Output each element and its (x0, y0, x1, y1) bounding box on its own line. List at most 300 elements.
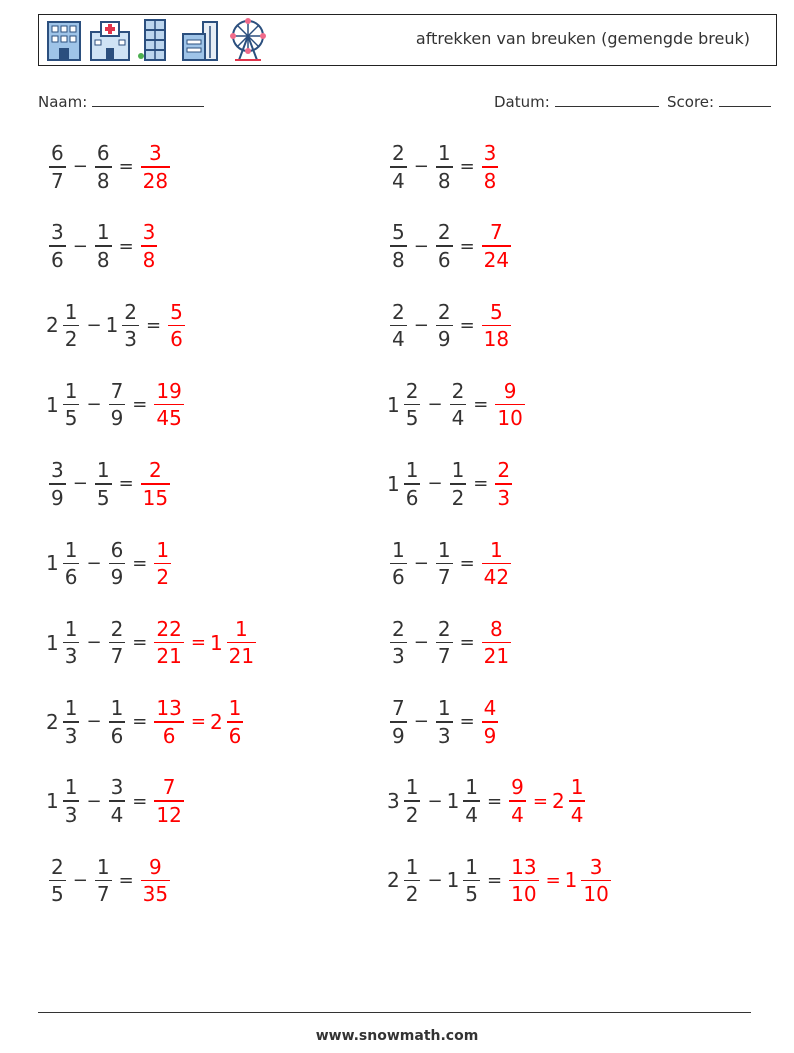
answer-numerator: 1 (490, 537, 503, 562)
subtrahend-fraction (122, 299, 139, 352)
minuend-number (387, 378, 423, 431)
equals-sign: = (459, 314, 475, 336)
answer-denominator: 21 (483, 644, 510, 669)
minuend-number (46, 854, 69, 907)
minuend-denominator: 6 (64, 565, 78, 589)
answer-numerator: 3 (142, 220, 156, 245)
equals-sign: = (132, 394, 148, 416)
answer-simplified-fraction (569, 777, 586, 825)
problem-item (46, 460, 173, 508)
subtrahend-number (433, 222, 456, 270)
minuend-denominator: 5 (51, 882, 64, 907)
answer-fraction (482, 616, 511, 669)
minuend-numerator: 2 (405, 378, 419, 403)
subtrahend-numerator: 1 (465, 854, 479, 879)
minuend-numerator: 1 (64, 299, 78, 324)
answer (479, 222, 514, 270)
answer-numerator: 8 (490, 616, 503, 641)
minuend-numerator: 1 (64, 775, 78, 800)
answer-simplified-numerator: 1 (228, 696, 242, 721)
subtrahend-denominator: 4 (451, 406, 465, 431)
answer-numerator: 3 (483, 141, 497, 165)
subtrahend-fraction (109, 537, 126, 589)
name-blank (92, 92, 204, 107)
problem-item (387, 537, 514, 589)
minuend-denominator: 6 (392, 565, 405, 589)
answer-numerator: 13 (156, 696, 182, 721)
subtrahend-fraction (436, 698, 453, 746)
minuend-denominator: 4 (392, 327, 405, 352)
subtrahend-fraction (95, 854, 112, 907)
minus-sign: − (427, 473, 443, 495)
minuend-numerator: 1 (405, 458, 419, 483)
subtrahend-whole: 1 (446, 868, 460, 893)
answer (138, 143, 173, 191)
subtrahend-number (433, 299, 456, 352)
answer-denominator: 35 (142, 882, 169, 907)
subtrahend-denominator: 8 (437, 168, 451, 193)
problem-item (46, 537, 174, 589)
answer-denominator: 2 (156, 565, 170, 589)
score-label: Score: (667, 93, 715, 111)
subtrahend-fraction (463, 854, 480, 907)
subtrahend-fraction (95, 222, 112, 270)
answer-simplified-whole: 1 (564, 868, 578, 893)
answer-numerator: 9 (503, 378, 517, 403)
answer-denominator: 45 (156, 406, 182, 431)
minuend-whole: 1 (387, 471, 400, 496)
answer-fraction (154, 378, 183, 431)
answer-number (138, 854, 173, 907)
minuend-fraction (390, 698, 407, 746)
subtrahend-number (92, 854, 115, 907)
subtrahend-denominator: 3 (437, 723, 451, 748)
subtrahend-number (106, 537, 129, 589)
equals-sign: = (132, 632, 148, 654)
minuend-number (46, 698, 82, 746)
name-field (38, 92, 204, 111)
subtrahend-denominator: 7 (437, 565, 451, 589)
subtrahend-number (433, 698, 456, 746)
minuend-whole: 1 (46, 789, 59, 814)
minuend-numerator: 1 (64, 616, 78, 641)
problem-item (46, 854, 173, 907)
answer-simplified-denominator: 6 (228, 723, 242, 748)
answer-numerator: 7 (490, 220, 503, 245)
subtrahend-denominator: 7 (96, 882, 110, 907)
answer (506, 854, 614, 907)
minuend-fraction (404, 777, 421, 825)
answer-numerator: 5 (170, 299, 183, 324)
minuend-number (46, 537, 82, 589)
minuend-fraction (63, 698, 80, 746)
footer-divider (38, 1012, 751, 1013)
subtrahend-denominator: 4 (465, 802, 479, 827)
answer-simplified-whole: 1 (209, 630, 223, 655)
skyscraper-icon (137, 18, 173, 62)
answer-numerator: 2 (149, 458, 162, 483)
date-label: Datum: (494, 93, 550, 111)
answer-number (479, 299, 514, 352)
answer-simplified-denominator: 4 (570, 802, 584, 827)
answer-numerator: 19 (156, 378, 182, 403)
subtrahend-fraction (436, 299, 453, 352)
answer-fraction (482, 143, 499, 191)
subtrahend-number (447, 378, 470, 431)
answer (151, 378, 186, 431)
score-field (667, 92, 771, 111)
answer-fraction (482, 299, 511, 352)
answer (479, 299, 514, 352)
subtrahend-numerator: 1 (96, 854, 110, 879)
minus-sign: − (413, 632, 429, 654)
answer (479, 698, 502, 746)
minuend-numerator: 1 (405, 854, 419, 879)
minuend-fraction (63, 616, 80, 669)
minuend-whole: 2 (387, 868, 400, 893)
subtrahend-denominator: 2 (451, 485, 465, 510)
answer-denominator: 6 (170, 327, 183, 352)
answer-fraction (154, 616, 183, 669)
date-blank (555, 92, 659, 107)
problem-item (387, 222, 514, 270)
answer-denominator: 21 (156, 644, 182, 669)
subtrahend-fraction (436, 537, 453, 589)
answer-number (138, 143, 173, 191)
answer (138, 460, 173, 508)
minus-sign: − (413, 235, 429, 257)
subtrahend-number (446, 854, 483, 907)
subtrahend-fraction (109, 777, 126, 825)
answer-fraction (141, 460, 170, 508)
minuend-fraction (390, 143, 407, 191)
city-building-icon (179, 18, 221, 62)
answer-numerator: 5 (490, 299, 503, 324)
answer (479, 143, 502, 191)
problem-item (46, 378, 187, 431)
ferris-wheel-icon (227, 18, 269, 62)
subtrahend-numerator: 1 (465, 775, 479, 800)
minuend-denominator: 5 (64, 406, 78, 431)
problem-item (387, 616, 514, 669)
equals-sign: = (118, 235, 134, 257)
subtrahend-fraction (436, 616, 453, 669)
minuend-denominator: 3 (64, 723, 78, 748)
answer-denominator: 8 (142, 247, 156, 272)
answer-number (479, 698, 502, 746)
minuend-number (387, 854, 423, 907)
minuend-numerator: 2 (51, 854, 64, 879)
minuend-numerator: 3 (51, 458, 64, 483)
subtrahend-denominator: 8 (96, 168, 110, 193)
minuend-number (46, 378, 82, 431)
subtrahend-number (106, 378, 129, 431)
problem-item (46, 222, 160, 270)
subtrahend-numerator: 2 (437, 220, 451, 245)
minuend-numerator: 5 (392, 220, 405, 245)
answer-fraction (482, 537, 511, 589)
subtrahend-number (106, 698, 129, 746)
minus-sign: − (413, 156, 429, 178)
answer-simplified-numerator: 1 (235, 616, 248, 641)
answer (479, 616, 514, 669)
subtrahend-fraction (450, 378, 467, 431)
subtrahend-denominator: 6 (437, 247, 451, 272)
equals-sign: = (459, 711, 475, 733)
minus-sign: − (86, 711, 102, 733)
minus-sign: − (427, 394, 443, 416)
minus-sign: − (86, 632, 102, 654)
minuend-numerator: 1 (64, 696, 78, 721)
answer-number (151, 378, 186, 431)
answer (165, 299, 188, 352)
subtrahend-number (433, 537, 456, 589)
minuend-numerator: 1 (392, 537, 405, 562)
minuend-number (46, 222, 69, 270)
answer-number (151, 537, 174, 589)
minus-sign: − (427, 790, 443, 812)
minuend-denominator: 5 (405, 406, 419, 431)
problem-item (46, 299, 188, 352)
answer-number (479, 537, 514, 589)
minuend-fraction (49, 222, 66, 270)
equals-sign: = (487, 869, 503, 891)
equals-sign: = (473, 473, 489, 495)
problem-item (387, 698, 501, 746)
minus-sign: − (86, 394, 102, 416)
answer-simplified-fraction (227, 698, 244, 746)
minuend-whole: 1 (46, 392, 59, 417)
minus-sign: − (72, 235, 88, 257)
minuend-denominator: 6 (51, 247, 64, 272)
subtrahend-numerator: 1 (96, 220, 110, 245)
subtrahend-fraction (450, 460, 467, 508)
minus-sign: − (413, 552, 429, 574)
subtrahend-numerator: 6 (110, 537, 124, 562)
subtrahend-number (433, 143, 456, 191)
answer-fraction (482, 698, 499, 746)
subtrahend-number (106, 616, 129, 669)
minuend-whole: 1 (46, 630, 59, 655)
minuend-numerator: 2 (392, 616, 405, 641)
minuend-whole: 2 (46, 709, 59, 734)
subtrahend-fraction (95, 460, 112, 508)
date-field (494, 92, 659, 111)
answer-number (151, 698, 186, 746)
answer-simplified-whole: 2 (209, 709, 223, 734)
subtrahend-numerator: 2 (110, 616, 124, 641)
answer-fraction (509, 854, 538, 907)
subtrahend-numerator: 1 (437, 141, 451, 165)
answer-number (138, 460, 173, 508)
minuend-fraction (390, 299, 407, 352)
equals-sign: = (132, 790, 148, 812)
minuend-denominator: 9 (51, 485, 64, 510)
minuend-numerator: 1 (405, 775, 419, 800)
answer-denominator: 9 (483, 723, 497, 748)
answer-number (151, 616, 186, 669)
answer (492, 460, 515, 508)
minus-sign: − (72, 473, 88, 495)
equals-sign: = (459, 235, 475, 257)
answer-simplified-denominator: 21 (228, 644, 255, 669)
minuend-fraction (49, 143, 66, 191)
subtrahend-numerator: 2 (451, 378, 465, 403)
answer-denominator: 10 (497, 406, 523, 431)
subtrahend-denominator: 4 (110, 802, 124, 827)
problem-item (387, 777, 588, 825)
answer-number (492, 460, 515, 508)
subtrahend-number (447, 460, 470, 508)
minuend-number (46, 616, 82, 669)
subtrahend-numerator: 1 (437, 696, 451, 721)
hospital-icon (89, 18, 131, 62)
answer-denominator: 10 (511, 882, 537, 907)
subtrahend-denominator: 5 (465, 882, 479, 907)
equals-sign: = (132, 552, 148, 574)
minus-sign: − (413, 314, 429, 336)
answer-simplified-numerator: 1 (570, 775, 584, 800)
minuend-denominator: 3 (64, 802, 78, 827)
answer-number (492, 378, 527, 431)
answer-denominator: 3 (497, 485, 511, 510)
minuend-denominator: 2 (405, 882, 419, 907)
footer-url: www.snowmath.com (315, 1028, 479, 1044)
minus-sign: − (427, 869, 443, 891)
answer-number (479, 143, 502, 191)
answer (151, 616, 259, 669)
minuend-number (387, 777, 423, 825)
minuend-number (46, 777, 82, 825)
answer-numerator: 2 (497, 458, 511, 483)
minuend-number (387, 616, 410, 669)
answer-denominator: 6 (162, 723, 176, 748)
name-label: Naam: (38, 93, 88, 111)
minuend-denominator: 7 (51, 168, 64, 193)
equals-sign: = (118, 156, 134, 178)
minuend-fraction (404, 460, 421, 508)
answer-fraction (154, 537, 171, 589)
answer-denominator: 24 (483, 247, 510, 272)
answer-denominator: 18 (483, 327, 510, 352)
equals-sign: = (118, 869, 134, 891)
minuend-denominator: 3 (64, 644, 78, 669)
subtrahend-number (92, 222, 115, 270)
answer-number (138, 222, 161, 270)
answer-fraction (141, 143, 170, 191)
subtrahend-denominator: 6 (110, 723, 124, 748)
subtrahend-numerator: 6 (96, 141, 110, 165)
minuend-number (387, 537, 410, 589)
answer-numerator: 7 (162, 775, 176, 800)
answer (138, 222, 161, 270)
answer-fraction (154, 698, 183, 746)
minuend-number (387, 460, 423, 508)
minus-sign: − (413, 711, 429, 733)
answer-simplified-fraction (581, 854, 610, 907)
subtrahend-denominator: 9 (437, 327, 451, 352)
minuend-denominator: 8 (392, 247, 405, 272)
answer-fraction (168, 299, 185, 352)
answer-simplified-number (209, 616, 259, 669)
answer-simplified-fraction (227, 616, 256, 669)
subtrahend-number (92, 143, 115, 191)
office-building-icon (45, 18, 83, 62)
minuend-whole: 1 (387, 392, 400, 417)
minus-sign: − (72, 869, 88, 891)
minuend-number (387, 299, 410, 352)
minuend-fraction (49, 460, 66, 508)
answer-number (165, 299, 188, 352)
answer-denominator: 12 (156, 802, 182, 827)
subtrahend-fraction (463, 777, 480, 825)
answer (492, 378, 527, 431)
answer (151, 698, 246, 746)
answer-fraction (495, 378, 524, 431)
subtrahend-number (433, 616, 456, 669)
subtrahend-denominator: 5 (96, 485, 110, 510)
answer-denominator: 4 (511, 802, 524, 827)
answer-equals-sign: = (532, 790, 548, 812)
minuend-fraction (63, 378, 80, 431)
worksheet-title: aftrekken van breuken (gemengde breuk) (415, 29, 750, 48)
answer-numerator: 9 (511, 775, 524, 800)
answer-equals-sign: = (190, 711, 206, 733)
minuend-denominator: 2 (405, 802, 419, 827)
answer-numerator: 13 (511, 854, 537, 879)
answer-number (479, 616, 514, 669)
answer-equals-sign: = (190, 632, 206, 654)
answer (138, 854, 173, 907)
subtrahend-denominator: 7 (437, 644, 451, 669)
answer (506, 777, 588, 825)
subtrahend-denominator: 7 (110, 644, 124, 669)
subtrahend-numerator: 1 (110, 696, 124, 721)
minus-sign: − (72, 156, 88, 178)
answer-simplified-numerator: 3 (589, 854, 603, 879)
subtrahend-numerator: 3 (110, 775, 124, 800)
problem-item (387, 854, 614, 907)
subtrahend-denominator: 9 (110, 565, 124, 589)
subtrahend-numerator: 2 (437, 299, 451, 324)
problem-item (46, 143, 173, 191)
minuend-whole: 3 (387, 789, 400, 814)
answer-simplified-number (564, 854, 614, 907)
minus-sign: − (86, 552, 102, 574)
minuend-fraction (404, 854, 421, 907)
subtrahend-numerator: 1 (437, 537, 451, 562)
minuend-number (387, 222, 410, 270)
answer-denominator: 28 (142, 168, 169, 193)
equals-sign: = (459, 632, 475, 654)
minuend-fraction (63, 777, 80, 825)
equals-sign: = (132, 711, 148, 733)
subtrahend-numerator: 2 (124, 299, 138, 324)
subtrahend-denominator: 3 (124, 327, 138, 352)
problem-item (46, 698, 246, 746)
answer-fraction (141, 222, 158, 270)
subtrahend-fraction (109, 698, 126, 746)
minuend-denominator: 4 (392, 168, 405, 193)
minus-sign: − (86, 790, 102, 812)
problem-item (46, 777, 187, 825)
minuend-fraction (63, 299, 80, 352)
minuend-numerator: 1 (64, 378, 78, 403)
answer (151, 777, 186, 825)
minuend-numerator: 3 (51, 220, 64, 245)
answer-fraction (141, 854, 170, 907)
minuend-number (387, 143, 410, 191)
